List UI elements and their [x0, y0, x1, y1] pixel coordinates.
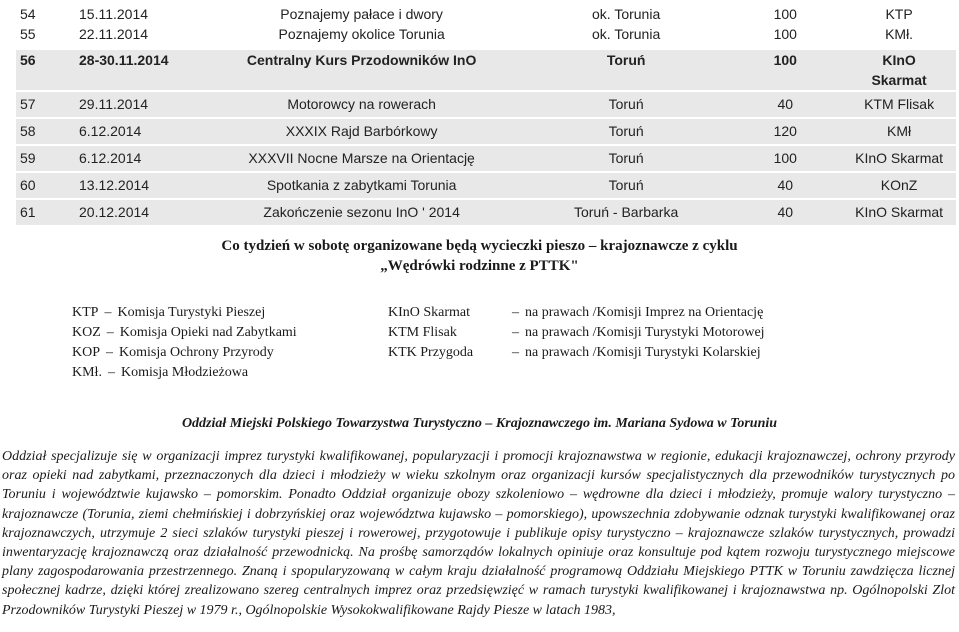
legend-item	[72, 343, 297, 363]
legend-abbr: KMł.	[72, 365, 102, 380]
legend-separator: –	[106, 325, 114, 340]
event-number: 58	[16, 119, 75, 144]
legend-abbr: KInO Skarmat	[388, 305, 471, 320]
event-place: Toruń	[524, 119, 728, 144]
notice-line-2: „Wędrówki rodzinne z PTTK"	[380, 258, 579, 274]
organization-description: Oddział specjalizuje się w organizacji imprez turystyki kwalifikowanej, popularyzacji i promocji krajoznawstwa w regionie, edukacji krajoznawczej, ochrony przyrody oraz opieki nad zabytkami, przeznaczonych dla dzieci i młodzieży w wieku szkolnym oraz organizacji kursów specjalistycznych dla przewodników turystycznych po Toruniu i województwie kujawsko – pomorskim. Ponadto Oddział organizuje obozy szkoleniowo – wędrowne dla dzieci i młodzieży, promuje walory turystyczno – krajoznawcze (Torunia, ziemi chełmińskiej i dobrzyńskiej oraz województwa kujawsko – pomorskiego), upowszechnia zdobywanie odznak turystyki kwalifikowanej oraz krajoznawczych, utrzymuje 2 sieci szlaków turystyki pieszej i rowerowej, przygotowuje i publikuje opisy turystyczno – krajoznawcze szlaków turystycznych, prowadzi inwentaryzację krajoznawczą oraz działalność przewodnicką. Na prośbę samorządów lokalnych opiniuje oraz konsultuje pod kątem rozwoju turystycznego miejscowe plany zagospodarowania przestrzennego. Znaną i spopularyzowaną w całym kraju działalność programową Oddziału Miejskiego PTTK w Toruniu zawdzięcza licznej społecznej kadrze, dzięki której zrealizowano szereg centralnych imprez oraz przedsięwzięć w ramach turystyki kwalifikowanej i krajoznawstwa np. Ogólnopolski Zlot Przodowników Turystyki Pieszej w 1979 r., Ogólnopolskie Wysokokwalifikowane Rajdy Piesze w latach 1983,	[2, 449, 955, 618]
legend-item	[388, 303, 765, 323]
event-place: Toruń	[524, 173, 728, 198]
event-name: XXXIX Rajd Barbórkowy	[199, 119, 524, 144]
legend-separator: –	[512, 325, 519, 340]
commissions-legend	[72, 303, 297, 383]
event-organizer-b: KMł.	[885, 26, 914, 42]
table-row	[16, 0, 956, 50]
event-number: 60	[16, 173, 75, 198]
event-date-a: 15.11.2014	[79, 6, 149, 22]
legend-item	[388, 343, 765, 363]
event-points: 40	[728, 92, 842, 117]
event-date: 6.12.2014	[75, 119, 199, 144]
event-schedule-table	[16, 0, 956, 225]
table-row	[16, 173, 956, 198]
event-number: 61	[16, 200, 75, 225]
event-organizer-a: KTP	[885, 6, 913, 22]
legend-desc: Komisja Ochrony Przyrody	[119, 345, 274, 360]
event-date: 29.11.2014	[75, 92, 199, 117]
event-organizer	[842, 0, 956, 50]
legend-desc: na prawach /Komisji Imprez na Orientację	[525, 305, 764, 320]
event-points: 40	[728, 173, 842, 198]
event-organizer: KInO Skarmat	[842, 200, 956, 225]
event-points: 100	[728, 50, 842, 90]
event-place: Toruń	[524, 146, 728, 171]
event-name	[199, 0, 524, 50]
legend-abbr: KTM Flisak	[388, 325, 457, 340]
event-points: 120	[728, 119, 842, 144]
event-date: 20.12.2014	[75, 200, 199, 225]
legend-abbr: KOZ	[72, 325, 101, 340]
event-organizer	[842, 50, 956, 90]
legend-separator: –	[104, 305, 112, 320]
legend-separator: –	[512, 305, 519, 320]
legend-item	[72, 303, 297, 323]
event-number: 56	[16, 50, 75, 90]
event-points-a: 100	[773, 6, 797, 22]
event-place: Toruń	[524, 92, 728, 117]
event-number	[16, 0, 75, 50]
event-points: 100	[728, 146, 842, 171]
event-organizer: KOnZ	[842, 173, 956, 198]
event-place-b: ok. Torunia	[592, 26, 661, 42]
legend-desc: Komisja Młodzieżowa	[120, 365, 249, 380]
event-name: Spotkania z zabytkami Torunia	[199, 173, 524, 198]
weekly-trips-notice	[0, 236, 959, 276]
event-organizer-a: KInO	[882, 52, 916, 68]
table-row	[16, 200, 956, 225]
organization-title: Oddział Miejski Polskiego Towarzystwa Turystyczno – Krajoznawczego im. Mariana Sydowa w Toruniu	[181, 416, 778, 431]
event-name-b: Poznajemy okolice Torunia	[278, 26, 445, 42]
legend-item	[72, 363, 297, 383]
notice-line-1: Co tydzień w sobotę organizowane będą wycieczki pieszo – krajoznawcze z cyklu	[221, 238, 738, 254]
event-place: Toruń	[524, 50, 728, 90]
event-organizer: KTM Flisak	[842, 92, 956, 117]
legend-item	[72, 323, 297, 343]
legend-desc: Komisja Turystyki Pieszej	[117, 305, 266, 320]
event-number-b: 55	[20, 26, 36, 42]
event-name-a: Poznajemy pałace i dwory	[280, 6, 443, 22]
event-organizer: KInO Skarmat	[842, 146, 956, 171]
table-row	[16, 146, 956, 171]
event-points-b: 100	[773, 26, 797, 42]
legend-desc: na prawach /Komisji Turystyki Motorowej	[525, 325, 765, 340]
event-organizer-b: Skarmat	[871, 72, 927, 88]
event-date	[75, 0, 199, 50]
event-place-a: ok. Torunia	[592, 6, 661, 22]
event-name: Motorowcy na rowerach	[199, 92, 524, 117]
table-row	[16, 50, 956, 90]
legend-separator: –	[512, 345, 519, 360]
legend-abbr: KTP	[72, 305, 99, 320]
event-date: 28-30.11.2014	[75, 50, 199, 90]
event-name: Centralny Kurs Przodowników InO	[199, 50, 524, 90]
event-date-b: 22.11.2014	[79, 26, 149, 42]
legend-separator: –	[106, 345, 114, 360]
event-date: 6.12.2014	[75, 146, 199, 171]
event-number: 57	[16, 92, 75, 117]
legend-item	[388, 323, 765, 343]
legend-abbr: KTK Przygoda	[388, 345, 474, 360]
legend-desc: na prawach /Komisji Turystyki Kolarskiej	[525, 345, 761, 360]
table-row	[16, 92, 956, 117]
event-name: XXXVII Nocne Marsze na Orientację	[199, 146, 524, 171]
event-date: 13.12.2014	[75, 173, 199, 198]
event-name: Zakończenie sezonu InO ' 2014	[199, 200, 524, 225]
event-organizer: KMł	[842, 119, 956, 144]
event-points: 40	[728, 200, 842, 225]
table-row	[16, 119, 956, 144]
clubs-legend	[388, 303, 765, 363]
legend-desc: Komisja Opieki nad Zabytkami	[119, 325, 297, 340]
event-number: 59	[16, 146, 75, 171]
event-place: Toruń - Barbarka	[524, 200, 728, 225]
event-points	[728, 0, 842, 50]
event-place	[524, 0, 728, 50]
legend-separator: –	[107, 365, 115, 380]
event-number-a: 54	[20, 6, 36, 22]
legend-abbr: KOP	[72, 345, 101, 360]
